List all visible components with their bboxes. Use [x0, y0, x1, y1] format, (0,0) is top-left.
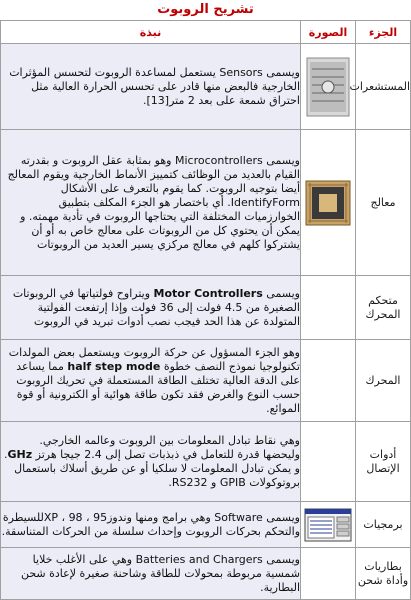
desc-term: Microcontrollers — [174, 153, 263, 167]
desc-pre: ويسمى — [262, 552, 300, 566]
processor-chip-icon — [305, 180, 351, 226]
desc-pre: ويسمى — [262, 65, 300, 79]
table-row-motor — [1, 340, 411, 422]
robot-anatomy-table — [0, 20, 411, 600]
desc-post: . و يمكن تبادل المعلومات لا سلكيا أو عن طريق أسلاك باستعمال بروتوكولات GPIB و RS232. — [4, 447, 300, 489]
desc-post: وهي برامج ومنها وندوز95 ، 98 ، XPللسيطرة والتحكم بحركات الروبوت وإحداث سلسلة من الحركات المتناسقة. — [1, 510, 300, 538]
image-cell — [301, 422, 356, 502]
part-cell: بطاريات وأداة شحن — [356, 548, 411, 600]
desc-term: half step mode — [67, 359, 161, 373]
desc-post: وهو بمثابة عقل الروبوت و بقدرته القيام بالعديد من الوظائف كتمييز الأنماط الخارجية ويقوم المعالج أيضا بتوجيه الروبوت. كما يقوم بالتعرف على الأشكال IdentifyForm. أي باختصار هو الجزء المكلف بتطبيق الخوارزميات المختلفة التي يحتاجها الروبوت في تأدية مهمته. و يمكن أن يحتوي كل من الروبوتات على معالج خاص به أو أن يشتركوا كلهم في معالج مركزي يسير العديد من الروبوتات — [7, 153, 300, 251]
description-cell — [1, 340, 301, 422]
part-cell: معالج — [356, 130, 411, 276]
desc-pre: وهو الجزء المسؤول عن حركة الروبوت ويستعمل بعض المولدات تكنولوجيا نموذج النصف خطوة — [8, 345, 300, 373]
table-row-processor — [1, 130, 411, 276]
page-title: تشريح الروبوت — [157, 2, 254, 17]
part-cell: أدوات الإتصال — [356, 422, 411, 502]
part-cell: برمجيات — [356, 502, 411, 548]
image-cell — [301, 502, 356, 548]
table-row-sensors — [1, 44, 411, 130]
table-row-software — [1, 502, 411, 548]
desc-post: مما يساعد على الدقة العالية تختلف الطاقة المستعملة في تحريك الروبوت حسب النوع والغرض فقد تكون طاقة هوائية أو الكترونية أو قوة الموائع. — [16, 359, 300, 415]
part-cell: المستشعرات — [356, 44, 411, 130]
desc-post: وهي على الأغلب خلايا شمسية مربوطة بمحولات للطاقة وشاحنة صغيرة لإعادة شحن البطارية. — [20, 552, 300, 594]
image-cell — [301, 130, 356, 276]
desc-term: Batteries and Chargers — [135, 552, 263, 566]
description-cell — [1, 276, 301, 340]
description-cell — [1, 130, 301, 276]
part-cell: متحكم المحرك — [356, 276, 411, 340]
software-window-icon — [304, 508, 352, 542]
image-cell — [301, 44, 356, 130]
desc-term: GHz — [7, 447, 33, 461]
desc-pre: ويسمى — [262, 510, 300, 524]
description-cell — [1, 502, 301, 548]
desc-pre: ويسمى — [262, 286, 300, 300]
header-part: الجزء — [356, 21, 411, 44]
image-cell — [301, 276, 356, 340]
desc-term: Software — [214, 510, 263, 524]
description-cell — [1, 548, 301, 600]
table-row-communication — [1, 422, 411, 502]
image-cell — [301, 340, 356, 422]
desc-pre: وهي نقاط تبادل المعلومات بين الروبوت وعالمه الخارجي. وليحضها قدرة للتعامل في ذبذبات تصل إلى 2.4 جيجا هرتز — [32, 433, 300, 461]
part-cell: المحرك — [356, 340, 411, 422]
desc-post: ويتراوح فولتياتها في الروبوتات الصغيرة من 4.5 فولت إلى 36 فولت وإذا إرتفعت الفولتية المتولدة عن هذا الحد فيجب نصب أدوات تبريد في الروبوت — [12, 286, 300, 328]
sensor-panel-icon — [306, 57, 350, 117]
desc-pre: ويسمى — [262, 153, 300, 167]
table-row-batteries — [1, 548, 411, 600]
table-header-row — [1, 21, 411, 44]
table-row-motor-controllers — [1, 276, 411, 340]
description-cell — [1, 44, 301, 130]
desc-term: Sensors — [219, 65, 263, 79]
header-description: نبذة — [1, 21, 301, 44]
image-cell — [301, 548, 356, 600]
desc-term: Motor Controllers — [153, 286, 263, 300]
desc-post: يستعمل لمساعدة الروبوت لتحسس المؤثرات الخارجية فالبعض منها قادر على تحسس الحرارة العالية مثل احتراق شمعة على بعد 2 متر[13]. — [9, 65, 300, 107]
description-cell — [1, 422, 301, 502]
header-image: الصورة — [301, 21, 356, 44]
